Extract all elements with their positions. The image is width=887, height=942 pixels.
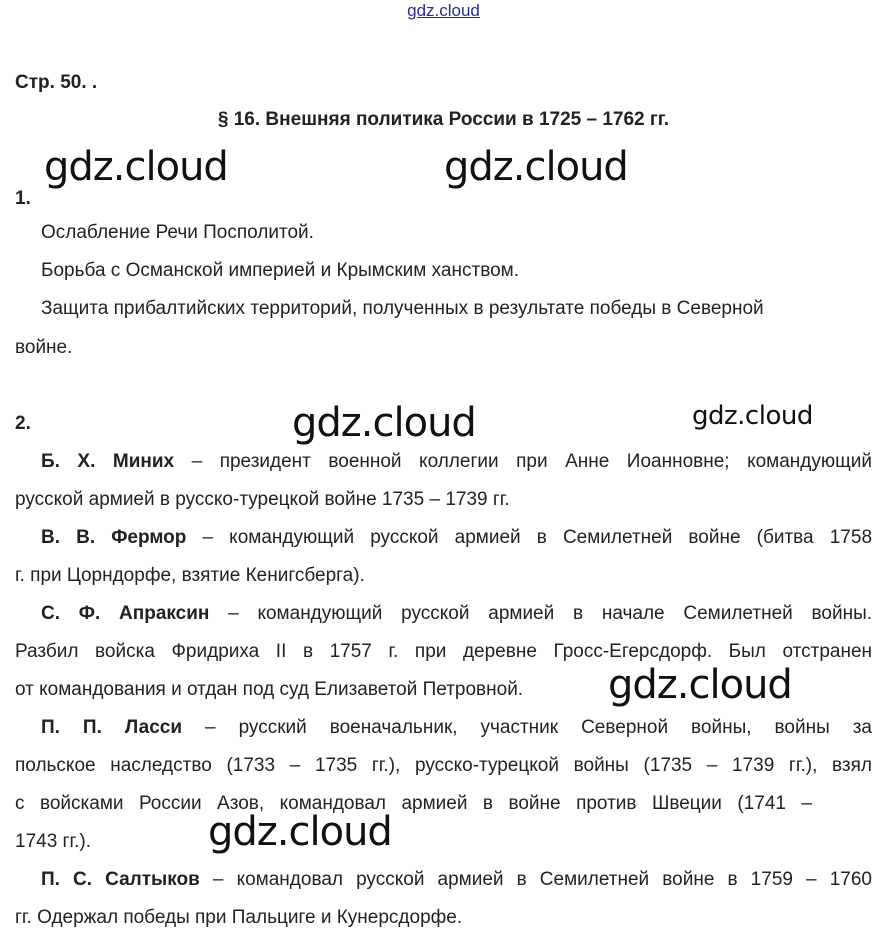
person-description: – командующий русской армией в начале Семилетней войны. bbox=[209, 603, 872, 624]
question-2-number: 2. bbox=[15, 413, 31, 434]
person-description-line: польское наследство (1733 – 1735 гг.), русско-турецкой войны (1735 – 1739 гг.), взял bbox=[15, 755, 872, 776]
person-description-line: с войсками России Азов, командовал армией в войне против Швеции (1741 – bbox=[15, 793, 812, 814]
person-entry-saltykov bbox=[41, 861, 872, 900]
watermark: gdz.cloud bbox=[292, 400, 476, 446]
person-entry-lassi bbox=[41, 709, 872, 748]
watermark: gdz.cloud bbox=[692, 401, 813, 431]
person-entry-apraksin bbox=[41, 595, 872, 634]
page-number: Стр. 50. . bbox=[15, 72, 98, 93]
watermark: gdz.cloud bbox=[444, 144, 628, 190]
person-name: В. В. Фермор bbox=[41, 527, 187, 548]
person-description-line: 1743 гг.). bbox=[15, 831, 91, 852]
list-item: Защита прибалтийских территорий, полученных в результате победы в Северной bbox=[41, 298, 764, 319]
person-description-line: Разбил войска Фридриха II в 1757 г. при деревне Гросс-Егерсдорф. Был отстранен bbox=[15, 641, 872, 662]
person-description: – русский военачальник, участник Северной войны, войны за bbox=[182, 717, 872, 738]
person-description: – президент военной коллегии при Анне Иоанновне; командующий bbox=[174, 451, 872, 472]
list-item-continuation: войне. bbox=[15, 337, 73, 358]
person-description: – командующий русской армией в Семилетней войне (битва 1758 bbox=[186, 527, 873, 548]
list-item: Ослабление Речи Посполитой. bbox=[41, 222, 314, 243]
watermark: gdz.cloud bbox=[208, 809, 392, 855]
question-1-number: 1. bbox=[15, 188, 31, 209]
list-item: Борьба с Османской империей и Крымским ханством. bbox=[41, 260, 519, 281]
person-description-line: гг. Одержал победы при Пальциге и Кунерсдорфе. bbox=[15, 907, 463, 928]
top-watermark-link: gdz.cloud bbox=[407, 1, 480, 20]
watermark: gdz.cloud bbox=[44, 144, 228, 190]
person-description-line: русской армией в русско-турецкой войне 1735 – 1739 гг. bbox=[15, 489, 510, 510]
person-entry-minikh bbox=[41, 443, 872, 482]
person-description-line: от командования и отдан под суд Елизаветой Петровной. bbox=[15, 679, 524, 700]
person-name: С. Ф. Апраксин bbox=[41, 603, 210, 624]
person-entry-fermor bbox=[41, 519, 872, 558]
person-description-line: г. при Цорндорфе, взятие Кенигсберга). bbox=[15, 565, 365, 586]
person-name: П. С. Салтыков bbox=[41, 869, 200, 890]
section-title: § 16. Внешняя политика России в 1725 – 1762 гг. bbox=[217, 109, 670, 130]
person-name: П. П. Ласси bbox=[41, 717, 183, 738]
person-description: – командовал русской армией в Семилетней войне в 1759 – 1760 bbox=[199, 869, 872, 890]
watermark: gdz.cloud bbox=[608, 662, 792, 708]
person-name: Б. Х. Миних bbox=[41, 451, 175, 472]
